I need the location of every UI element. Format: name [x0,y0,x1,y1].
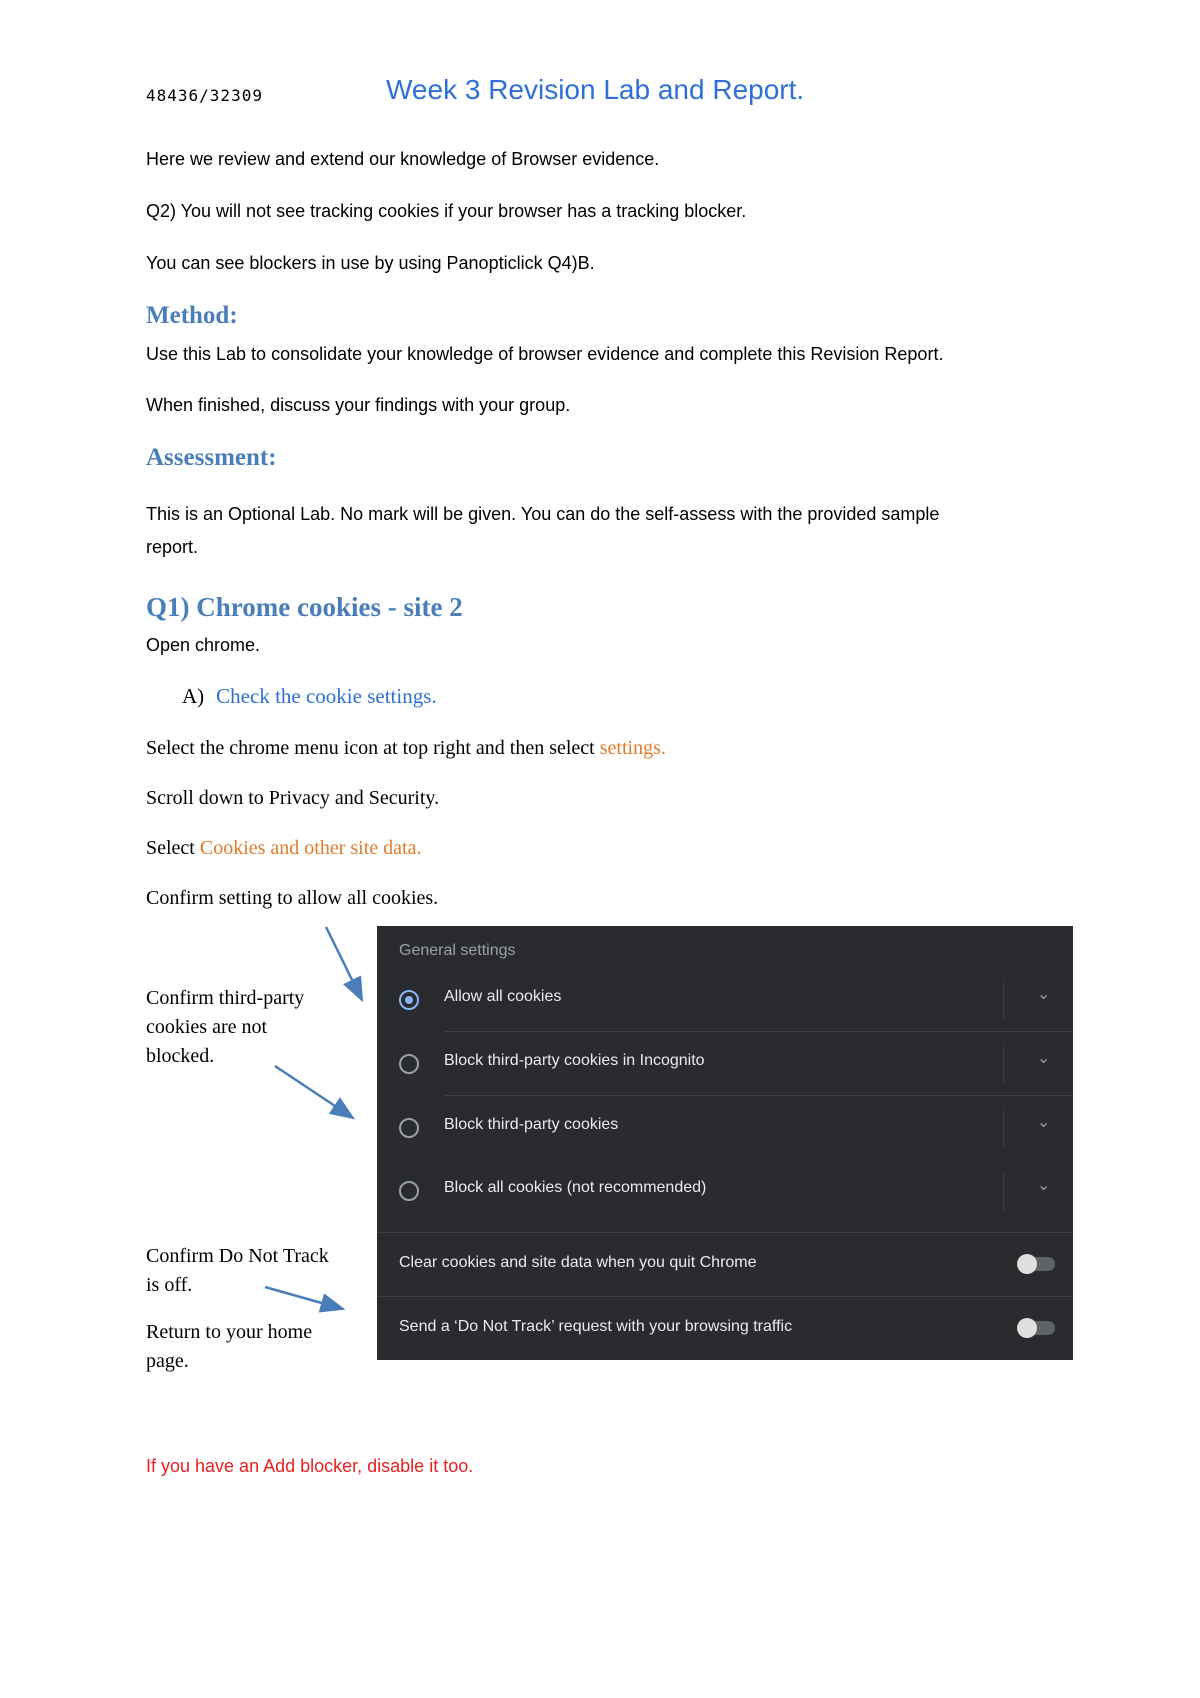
chevron-down-icon[interactable]: ⌄ [1037,1177,1051,1194]
option-block-third-party-incognito[interactable] [377,1032,1073,1095]
option-label: Block third-party cookies [444,1116,619,1133]
caption-line: page. [146,1350,189,1372]
course-code: 48436/32309 [146,86,263,105]
toggle-knob [1017,1318,1037,1338]
option-label: Block third-party cookies in Incognito [444,1052,705,1069]
method-line-1: Use this Lab to consolidate your knowledge of browser evidence and complete this Revision Report. [146,344,944,364]
divider [1003,1110,1004,1148]
chevron-down-icon[interactable]: ⌄ [1037,1114,1051,1131]
step-marker: A) [182,684,205,708]
caption-line: Return to your home [146,1321,313,1343]
toggle-label: Send a ‘Do Not Track’ request with your browsing traffic [399,1318,793,1335]
caption-line: cookies are not [146,1016,268,1038]
caption-line: is off. [146,1274,193,1296]
assessment-line-1: This is an Optional Lab. No mark will be given. You can do the self-assess with the provided sample [146,504,940,524]
option-label: Allow all cookies [444,988,562,1005]
do-not-track-toggle[interactable] [1019,1321,1055,1335]
assessment-heading: Assessment: [146,444,277,471]
toggle-row-do-not-track[interactable] [377,1297,1073,1360]
chrome-cookie-settings-panel [377,926,1073,1360]
option-allow-all-cookies[interactable] [377,968,1073,1031]
instruction-3-text: Select [146,837,200,859]
intro-line-2: Q2) You will not see tracking cookies if your browser has a tracking blocker. [146,201,747,221]
caption-line: blocked. [146,1045,215,1067]
q1-open-chrome: Open chrome. [146,635,261,655]
intro-line-3: You can see blockers in use by using Panopticlick Q4)B. [146,253,595,273]
assessment-line-2: report. [146,537,199,557]
chevron-down-icon[interactable]: ⌄ [1037,986,1051,1003]
chevron-down-icon[interactable]: ⌄ [1037,1050,1051,1067]
method-heading: Method: [146,302,238,329]
divider [1003,1046,1004,1084]
clear-cookies-toggle[interactable] [1019,1257,1055,1271]
toggle-knob [1017,1254,1037,1274]
arrow-do-not-track [265,1287,343,1309]
toggle-row-clear-on-quit[interactable] [377,1233,1073,1296]
toggle-label: Clear cookies and site data when you quit Chrome [399,1254,757,1271]
q1-instruction-4: Confirm setting to allow all cookies. [146,887,439,909]
panel-title: General settings [399,942,516,959]
arrow-allow-all [326,927,362,1000]
caption-line: Confirm third-party [146,987,305,1009]
radio-icon[interactable] [399,1181,419,1201]
caption-line: Confirm Do Not Track [146,1245,329,1267]
q1-heading: Q1) Chrome cookies - site 2 [146,592,463,622]
cookies-link-text: Cookies and other site data. [199,837,422,859]
intro-line-1: Here we review and extend our knowledge of Browser evidence. [146,149,660,169]
instruction-1-text: Select the chrome menu icon at top right and then select [146,737,600,759]
option-block-all-cookies[interactable] [377,1159,1073,1222]
q1-instruction-2: Scroll down to Privacy and Security. [146,787,440,809]
method-line-2: When finished, discuss your findings with your group. [146,395,571,415]
divider [1003,1173,1004,1211]
adblocker-warning: If you have an Add blocker, disable it too. [146,1456,474,1476]
arrow-third-party [275,1066,353,1118]
settings-link-text: settings. [599,737,666,759]
step-text: Check the cookie settings. [216,684,437,708]
radio-selected-icon[interactable] [399,990,419,1010]
radio-icon[interactable] [399,1054,419,1074]
divider [1003,982,1004,1020]
page-title: Week 3 Revision Lab and Report. [386,74,805,105]
option-block-third-party[interactable] [377,1096,1073,1159]
radio-icon[interactable] [399,1118,419,1138]
option-label: Block all cookies (not recommended) [444,1179,707,1196]
